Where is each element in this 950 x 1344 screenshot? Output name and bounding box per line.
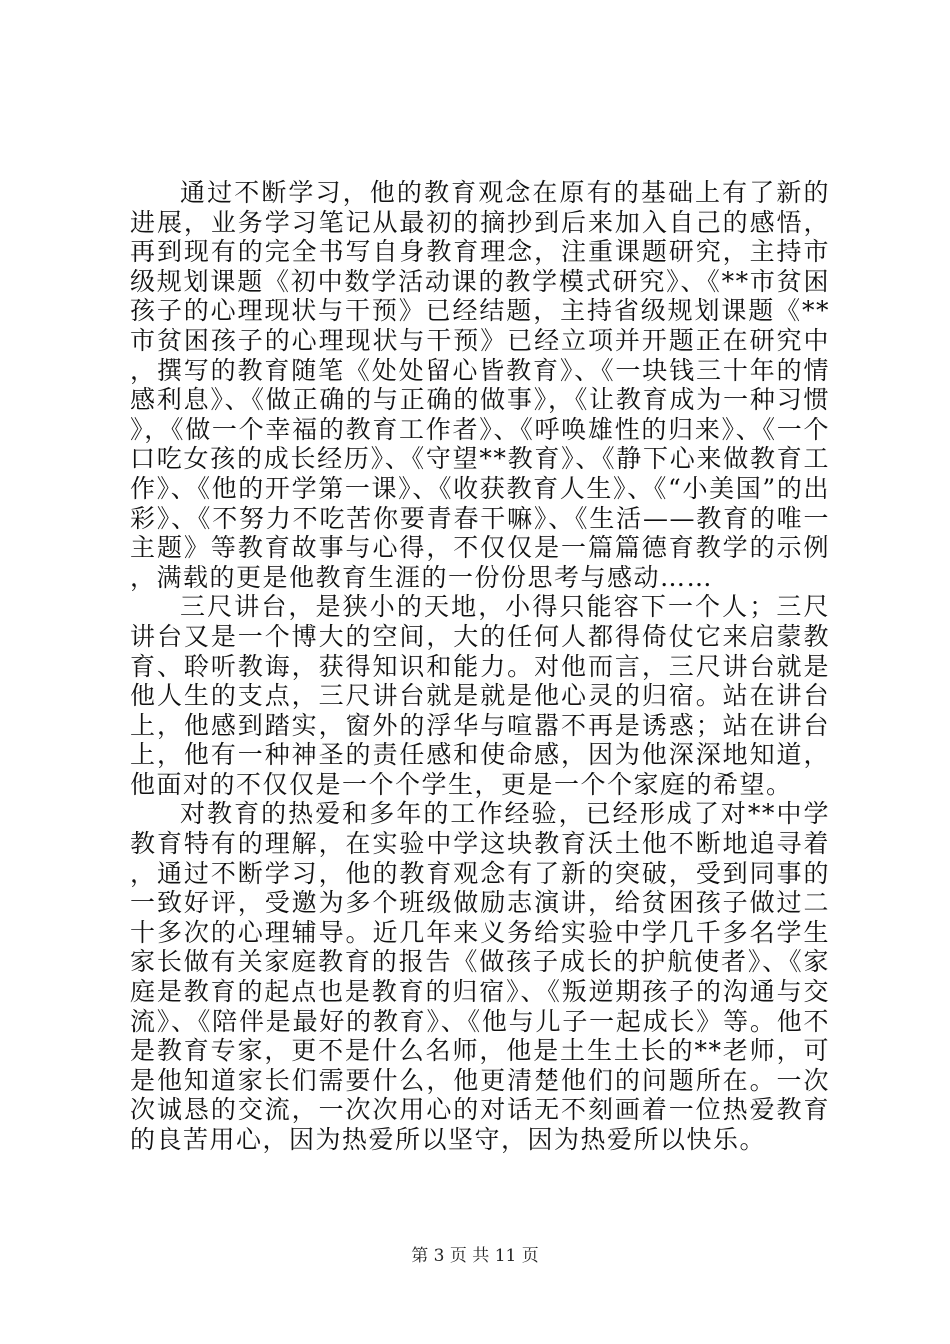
paragraph-1: 通过不断学习，他的教育观念在原有的基础上有了新的进展，业务学习笔记从最初的摘抄到后来加入自己的感悟，再到现有的完全书写自身教育理念，注重课题研究，主持市级规划课题《初中数学活动课的教学模式研究》、《**市贫困孩子的心理现状与干预》已经结题，主持省级规划课题《**市贫困孩子的心理现状与干预》已经立项并开题正在研究中，撰写的教育随笔《处处留心皆教育》、《一块钱三十年的情感利息》、《做正确的与正确的做事》，《让教育成为一种习惯》，《做一个幸福的教育工作者》、《呼唤雄性的归来》、《一个口吃女孩的成长经历》、《守望**教育》、《静下心来做教育工作》、《他的开学第一课》、《收获教育人生》、《“小美国”的出彩》、《不努力不吃苦你要青春干嘛》、《生活——教育的唯一主题》等教育故事与心得，不仅仅是一篇篇德育教学的示例，满载的更是他教育生涯的一份份思考与感动…… — [130, 178, 830, 592]
paragraph-3: 对教育的热爱和多年的工作经验，已经形成了对**中学教育特有的理解，在实验中学这块教育沃土他不断地追寻着，通过不断学习，他的教育观念有了新的突破，受到同事的一致好评，受邀为多个班级做励志演讲，给贫困孩子做过二十多次的心理辅导。近几年来义务给实验中学几千多名学生家长做有关家庭教育的报告《做孩子成长的护航使者》、《家庭是教育的起点也是教育的归宿》、《叛逆期孩子的沟通与交流》、《陪伴是最好的教育》、《他与儿子一起成长》等。他不是教育专家，更不是什么名师，他是土生土长的**老师，可是他知道家长们需要什么，他更清楚他们的问题所在。一次次诚恳的交流，一次次用心的对话无不刻画着一位热爱教育的良苦用心，因为热爱所以坚守，因为热爱所以快乐。 — [130, 799, 830, 1154]
paragraph-2: 三尺讲台，是狭小的天地，小得只能容下一个人；三尺讲台又是一个博大的空间，大的任何人都得倚仗它来启蒙教育、聆听教诲，获得知识和能力。对他而言，三尺讲台就是他人生的支点，三尺讲台就是就是他心灵的归宿。站在讲台上，他感到踏实，窗外的浮华与喧嚣不再是诱惑；站在讲台上，他有一种神圣的责任感和使命感，因为他深深地知道，他面对的不仅仅是一个个学生，更是一个个家庭的希望。 — [130, 592, 830, 799]
page-number-footer: 第 3 页 共 11 页 — [411, 1246, 539, 1266]
document-body — [130, 178, 830, 1155]
